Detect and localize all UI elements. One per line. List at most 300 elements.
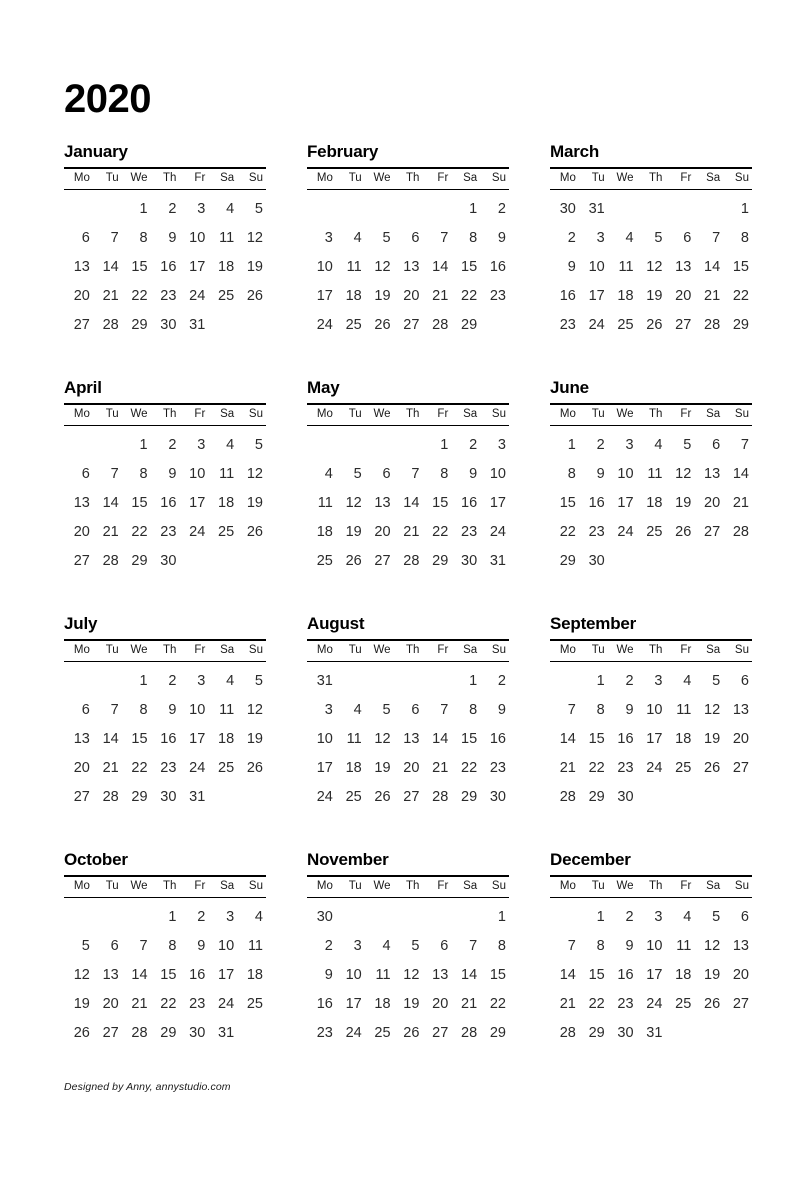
day-cell[interactable]: 6	[740, 672, 749, 689]
day-cell[interactable]: 3	[654, 672, 663, 689]
day-cell[interactable]: 6	[411, 701, 420, 718]
day-cell[interactable]: 8	[469, 701, 478, 718]
day-cell[interactable]: 18	[218, 258, 235, 275]
day-cell[interactable]: 23	[489, 287, 506, 304]
day-cell[interactable]: 23	[189, 995, 206, 1012]
day-cell[interactable]: 28	[732, 523, 749, 540]
day-cell[interactable]: 17	[189, 494, 206, 511]
day-cell[interactable]: 28	[102, 788, 119, 805]
day-cell[interactable]: 9	[168, 701, 177, 718]
day-cell[interactable]: 12	[403, 966, 420, 983]
day-cell[interactable]: 22	[461, 287, 478, 304]
day-cell[interactable]: 27	[73, 316, 90, 333]
day-cell[interactable]: 6	[683, 229, 692, 246]
day-cell[interactable]: 25	[374, 1024, 391, 1041]
day-cell[interactable]: 25	[675, 995, 692, 1012]
day-cell[interactable]: 12	[646, 258, 663, 275]
day-cell[interactable]: 24	[316, 788, 333, 805]
day-cell[interactable]: 23	[617, 995, 634, 1012]
day-cell[interactable]: 5	[382, 701, 391, 718]
day-cell[interactable]: 22	[588, 759, 605, 776]
day-cell[interactable]: 10	[316, 730, 333, 747]
day-cell[interactable]: 8	[440, 465, 449, 482]
day-cell[interactable]: 19	[246, 730, 263, 747]
day-cell[interactable]: 7	[440, 701, 449, 718]
day-cell[interactable]: 2	[497, 200, 506, 217]
day-cell[interactable]: 8	[567, 465, 576, 482]
day-cell[interactable]: 14	[102, 494, 119, 511]
day-cell[interactable]: 18	[675, 730, 692, 747]
day-cell[interactable]: 19	[73, 995, 90, 1012]
day-cell[interactable]: 21	[102, 523, 119, 540]
day-cell[interactable]: 11	[375, 966, 391, 983]
day-cell[interactable]: 2	[497, 672, 506, 689]
day-cell[interactable]: 15	[588, 730, 605, 747]
day-cell[interactable]: 13	[102, 966, 119, 983]
day-cell[interactable]: 21	[131, 995, 148, 1012]
day-cell[interactable]: 2	[596, 436, 605, 453]
day-cell[interactable]: 31	[646, 1024, 663, 1041]
day-cell[interactable]: 10	[316, 258, 333, 275]
day-cell[interactable]: 31	[489, 552, 506, 569]
day-cell[interactable]: 24	[617, 523, 634, 540]
day-cell[interactable]: 29	[588, 788, 605, 805]
day-cell[interactable]: 18	[316, 523, 333, 540]
day-cell[interactable]: 12	[345, 494, 362, 511]
day-cell[interactable]: 19	[374, 759, 391, 776]
day-cell[interactable]: 6	[740, 908, 749, 925]
day-cell[interactable]: 17	[588, 287, 605, 304]
day-cell[interactable]: 27	[675, 316, 692, 333]
day-cell[interactable]: 8	[469, 229, 478, 246]
day-cell[interactable]: 9	[469, 465, 478, 482]
day-cell[interactable]: 26	[704, 759, 721, 776]
day-cell[interactable]: 4	[226, 200, 235, 217]
day-cell[interactable]: 9	[625, 937, 634, 954]
day-cell[interactable]: 2	[168, 200, 177, 217]
day-cell[interactable]: 22	[559, 523, 576, 540]
day-cell[interactable]: 2	[567, 229, 576, 246]
day-cell[interactable]: 18	[345, 287, 362, 304]
day-cell[interactable]: 7	[411, 465, 420, 482]
day-cell[interactable]: 23	[489, 759, 506, 776]
day-cell[interactable]: 11	[676, 701, 692, 718]
day-cell[interactable]: 18	[246, 966, 263, 983]
day-cell[interactable]: 21	[559, 995, 576, 1012]
day-cell[interactable]: 16	[489, 258, 506, 275]
day-cell[interactable]: 29	[559, 552, 576, 569]
day-cell[interactable]: 15	[131, 730, 148, 747]
day-cell[interactable]: 4	[353, 229, 362, 246]
day-cell[interactable]: 26	[246, 759, 263, 776]
day-cell[interactable]: 5	[712, 672, 721, 689]
day-cell[interactable]: 4	[226, 672, 235, 689]
day-cell[interactable]: 5	[254, 672, 263, 689]
day-cell[interactable]: 11	[317, 494, 333, 511]
day-cell[interactable]: 21	[461, 995, 478, 1012]
day-cell[interactable]: 10	[189, 229, 206, 246]
day-cell[interactable]: 24	[189, 523, 206, 540]
day-cell[interactable]: 22	[131, 759, 148, 776]
day-cell[interactable]: 13	[73, 494, 90, 511]
day-cell[interactable]: 23	[316, 1024, 333, 1041]
day-cell[interactable]: 11	[618, 258, 634, 275]
day-cell[interactable]: 29	[489, 1024, 506, 1041]
day-cell[interactable]: 28	[461, 1024, 478, 1041]
day-cell[interactable]: 10	[189, 465, 206, 482]
day-cell[interactable]: 17	[646, 730, 663, 747]
day-cell[interactable]: 14	[559, 966, 576, 983]
day-cell[interactable]: 23	[160, 759, 177, 776]
day-cell[interactable]: 4	[226, 436, 235, 453]
day-cell[interactable]: 20	[374, 523, 391, 540]
day-cell[interactable]: 22	[588, 995, 605, 1012]
day-cell[interactable]: 28	[704, 316, 721, 333]
day-cell[interactable]: 13	[403, 258, 420, 275]
day-cell[interactable]: 7	[740, 436, 749, 453]
day-cell[interactable]: 24	[646, 759, 663, 776]
day-cell[interactable]: 14	[403, 494, 420, 511]
day-cell[interactable]: 17	[189, 730, 206, 747]
day-cell[interactable]: 11	[346, 730, 362, 747]
day-cell[interactable]: 10	[617, 465, 634, 482]
day-cell[interactable]: 22	[160, 995, 177, 1012]
day-cell[interactable]: 12	[704, 937, 721, 954]
day-cell[interactable]: 18	[617, 287, 634, 304]
day-cell[interactable]: 1	[139, 672, 148, 689]
day-cell[interactable]: 24	[489, 523, 506, 540]
day-cell[interactable]: 6	[81, 465, 90, 482]
day-cell[interactable]: 10	[646, 701, 663, 718]
day-cell[interactable]: 1	[596, 672, 605, 689]
day-cell[interactable]: 8	[168, 937, 177, 954]
day-cell[interactable]: 9	[596, 465, 605, 482]
day-cell[interactable]: 11	[219, 465, 235, 482]
day-cell[interactable]: 2	[168, 436, 177, 453]
day-cell[interactable]: 14	[102, 730, 119, 747]
day-cell[interactable]: 27	[704, 523, 721, 540]
day-cell[interactable]: 17	[489, 494, 506, 511]
day-cell[interactable]: 12	[246, 229, 263, 246]
day-cell[interactable]: 2	[625, 908, 634, 925]
day-cell[interactable]: 3	[197, 436, 206, 453]
day-cell[interactable]: 9	[497, 701, 506, 718]
day-cell[interactable]: 16	[617, 966, 634, 983]
day-cell[interactable]: 27	[102, 1024, 119, 1041]
day-cell[interactable]: 22	[732, 287, 749, 304]
day-cell[interactable]: 5	[353, 465, 362, 482]
day-cell[interactable]: 28	[131, 1024, 148, 1041]
day-cell[interactable]: 7	[567, 701, 576, 718]
day-cell[interactable]: 27	[732, 759, 749, 776]
day-cell[interactable]: 3	[226, 908, 235, 925]
day-cell[interactable]: 28	[403, 552, 420, 569]
day-cell[interactable]: 25	[646, 523, 663, 540]
day-cell[interactable]: 21	[559, 759, 576, 776]
day-cell[interactable]: 9	[497, 229, 506, 246]
day-cell[interactable]: 12	[675, 465, 692, 482]
day-cell[interactable]: 10	[588, 258, 605, 275]
day-cell[interactable]: 25	[218, 759, 235, 776]
day-cell[interactable]: 28	[432, 788, 449, 805]
day-cell[interactable]: 17	[646, 966, 663, 983]
day-cell[interactable]: 10	[189, 701, 206, 718]
day-cell[interactable]: 14	[102, 258, 119, 275]
day-cell[interactable]: 19	[704, 966, 721, 983]
day-cell[interactable]: 2	[324, 937, 333, 954]
day-cell[interactable]: 27	[432, 1024, 449, 1041]
day-cell[interactable]: 17	[617, 494, 634, 511]
day-cell[interactable]: 21	[102, 287, 119, 304]
day-cell[interactable]: 21	[102, 759, 119, 776]
day-cell[interactable]: 25	[345, 316, 362, 333]
day-cell[interactable]: 1	[740, 200, 749, 217]
day-cell[interactable]: 4	[254, 908, 263, 925]
day-cell[interactable]: 28	[102, 552, 119, 569]
day-cell[interactable]: 27	[73, 552, 90, 569]
day-cell[interactable]: 24	[189, 759, 206, 776]
day-cell[interactable]: 19	[675, 494, 692, 511]
day-cell[interactable]: 3	[497, 436, 506, 453]
day-cell[interactable]: 17	[316, 287, 333, 304]
day-cell[interactable]: 9	[324, 966, 333, 983]
day-cell[interactable]: 8	[497, 937, 506, 954]
day-cell[interactable]: 1	[596, 908, 605, 925]
day-cell[interactable]: 20	[403, 287, 420, 304]
day-cell[interactable]: 11	[219, 701, 235, 718]
day-cell[interactable]: 16	[461, 494, 478, 511]
day-cell[interactable]: 19	[345, 523, 362, 540]
day-cell[interactable]: 12	[374, 258, 391, 275]
day-cell[interactable]: 9	[168, 465, 177, 482]
day-cell[interactable]: 11	[346, 258, 362, 275]
day-cell[interactable]: 28	[559, 788, 576, 805]
day-cell[interactable]: 31	[588, 200, 605, 217]
day-cell[interactable]: 14	[461, 966, 478, 983]
day-cell[interactable]: 13	[732, 937, 749, 954]
day-cell[interactable]: 6	[440, 937, 449, 954]
day-cell[interactable]: 16	[160, 494, 177, 511]
day-cell[interactable]: 19	[403, 995, 420, 1012]
day-cell[interactable]: 6	[382, 465, 391, 482]
day-cell[interactable]: 8	[596, 937, 605, 954]
day-cell[interactable]: 7	[110, 701, 119, 718]
day-cell[interactable]: 30	[160, 316, 177, 333]
day-cell[interactable]: 13	[732, 701, 749, 718]
day-cell[interactable]: 16	[316, 995, 333, 1012]
day-cell[interactable]: 20	[73, 287, 90, 304]
day-cell[interactable]: 9	[168, 229, 177, 246]
day-cell[interactable]: 13	[704, 465, 721, 482]
day-cell[interactable]: 30	[617, 788, 634, 805]
day-cell[interactable]: 8	[139, 229, 148, 246]
day-cell[interactable]: 6	[81, 229, 90, 246]
day-cell[interactable]: 22	[432, 523, 449, 540]
day-cell[interactable]: 5	[254, 200, 263, 217]
day-cell[interactable]: 24	[316, 316, 333, 333]
day-cell[interactable]: 4	[324, 465, 333, 482]
day-cell[interactable]: 29	[131, 316, 148, 333]
day-cell[interactable]: 4	[654, 436, 663, 453]
day-cell[interactable]: 24	[588, 316, 605, 333]
day-cell[interactable]: 24	[218, 995, 235, 1012]
day-cell[interactable]: 22	[131, 523, 148, 540]
day-cell[interactable]: 31	[189, 316, 206, 333]
day-cell[interactable]: 11	[219, 229, 235, 246]
day-cell[interactable]: 15	[432, 494, 449, 511]
day-cell[interactable]: 3	[353, 937, 362, 954]
day-cell[interactable]: 29	[131, 552, 148, 569]
day-cell[interactable]: 18	[218, 494, 235, 511]
day-cell[interactable]: 23	[559, 316, 576, 333]
day-cell[interactable]: 16	[160, 258, 177, 275]
day-cell[interactable]: 25	[617, 316, 634, 333]
day-cell[interactable]: 28	[102, 316, 119, 333]
day-cell[interactable]: 20	[732, 730, 749, 747]
day-cell[interactable]: 7	[567, 937, 576, 954]
day-cell[interactable]: 30	[559, 200, 576, 217]
day-cell[interactable]: 21	[403, 523, 420, 540]
day-cell[interactable]: 18	[646, 494, 663, 511]
day-cell[interactable]: 30	[189, 1024, 206, 1041]
day-cell[interactable]: 22	[461, 759, 478, 776]
day-cell[interactable]: 26	[345, 552, 362, 569]
day-cell[interactable]: 3	[625, 436, 634, 453]
day-cell[interactable]: 8	[139, 465, 148, 482]
day-cell[interactable]: 17	[218, 966, 235, 983]
day-cell[interactable]: 14	[559, 730, 576, 747]
day-cell[interactable]: 29	[461, 316, 478, 333]
day-cell[interactable]: 18	[345, 759, 362, 776]
day-cell[interactable]: 16	[489, 730, 506, 747]
day-cell[interactable]: 22	[131, 287, 148, 304]
day-cell[interactable]: 13	[432, 966, 449, 983]
day-cell[interactable]: 4	[353, 701, 362, 718]
day-cell[interactable]: 20	[732, 966, 749, 983]
day-cell[interactable]: 1	[469, 672, 478, 689]
day-cell[interactable]: 8	[139, 701, 148, 718]
day-cell[interactable]: 4	[683, 672, 692, 689]
day-cell[interactable]: 5	[254, 436, 263, 453]
day-cell[interactable]: 26	[403, 1024, 420, 1041]
day-cell[interactable]: 7	[139, 937, 148, 954]
day-cell[interactable]: 13	[73, 730, 90, 747]
day-cell[interactable]: 12	[374, 730, 391, 747]
day-cell[interactable]: 7	[712, 229, 721, 246]
day-cell[interactable]: 25	[316, 552, 333, 569]
day-cell[interactable]: 4	[382, 937, 391, 954]
day-cell[interactable]: 29	[588, 1024, 605, 1041]
day-cell[interactable]: 6	[712, 436, 721, 453]
day-cell[interactable]: 25	[218, 523, 235, 540]
day-cell[interactable]: 29	[432, 552, 449, 569]
day-cell[interactable]: 26	[374, 788, 391, 805]
day-cell[interactable]: 30	[588, 552, 605, 569]
day-cell[interactable]: 25	[675, 759, 692, 776]
day-cell[interactable]: 1	[497, 908, 506, 925]
day-cell[interactable]: 21	[704, 287, 721, 304]
day-cell[interactable]: 30	[489, 788, 506, 805]
day-cell[interactable]: 11	[676, 937, 692, 954]
day-cell[interactable]: 5	[382, 229, 391, 246]
day-cell[interactable]: 25	[345, 788, 362, 805]
day-cell[interactable]: 3	[324, 229, 333, 246]
day-cell[interactable]: 30	[160, 552, 177, 569]
day-cell[interactable]: 23	[461, 523, 478, 540]
day-cell[interactable]: 20	[102, 995, 119, 1012]
day-cell[interactable]: 9	[567, 258, 576, 275]
day-cell[interactable]: 21	[432, 759, 449, 776]
day-cell[interactable]: 29	[160, 1024, 177, 1041]
day-cell[interactable]: 7	[110, 465, 119, 482]
day-cell[interactable]: 13	[403, 730, 420, 747]
day-cell[interactable]: 31	[218, 1024, 235, 1041]
day-cell[interactable]: 14	[732, 465, 749, 482]
day-cell[interactable]: 19	[374, 287, 391, 304]
day-cell[interactable]: 8	[596, 701, 605, 718]
day-cell[interactable]: 5	[81, 937, 90, 954]
day-cell[interactable]: 2	[197, 908, 206, 925]
day-cell[interactable]: 14	[432, 258, 449, 275]
day-cell[interactable]: 2	[168, 672, 177, 689]
day-cell[interactable]: 20	[675, 287, 692, 304]
day-cell[interactable]: 17	[189, 258, 206, 275]
day-cell[interactable]: 20	[73, 759, 90, 776]
day-cell[interactable]: 10	[489, 465, 506, 482]
day-cell[interactable]: 6	[411, 229, 420, 246]
day-cell[interactable]: 16	[189, 966, 206, 983]
day-cell[interactable]: 25	[218, 287, 235, 304]
day-cell[interactable]: 20	[403, 759, 420, 776]
day-cell[interactable]: 24	[189, 287, 206, 304]
day-cell[interactable]: 7	[110, 229, 119, 246]
day-cell[interactable]: 27	[732, 995, 749, 1012]
day-cell[interactable]: 7	[440, 229, 449, 246]
day-cell[interactable]: 21	[732, 494, 749, 511]
day-cell[interactable]: 23	[160, 287, 177, 304]
day-cell[interactable]: 3	[197, 672, 206, 689]
day-cell[interactable]: 1	[139, 200, 148, 217]
day-cell[interactable]: 6	[81, 701, 90, 718]
day-cell[interactable]: 18	[218, 730, 235, 747]
day-cell[interactable]: 11	[647, 465, 663, 482]
day-cell[interactable]: 5	[712, 908, 721, 925]
day-cell[interactable]: 12	[246, 465, 263, 482]
day-cell[interactable]: 1	[440, 436, 449, 453]
day-cell[interactable]: 19	[246, 258, 263, 275]
day-cell[interactable]: 14	[432, 730, 449, 747]
day-cell[interactable]: 22	[489, 995, 506, 1012]
day-cell[interactable]: 20	[73, 523, 90, 540]
day-cell[interactable]: 28	[559, 1024, 576, 1041]
day-cell[interactable]: 23	[160, 523, 177, 540]
day-cell[interactable]: 15	[461, 730, 478, 747]
day-cell[interactable]: 10	[218, 937, 235, 954]
day-cell[interactable]: 13	[675, 258, 692, 275]
day-cell[interactable]: 26	[374, 316, 391, 333]
day-cell[interactable]: 23	[588, 523, 605, 540]
day-cell[interactable]: 4	[683, 908, 692, 925]
day-cell[interactable]: 3	[197, 200, 206, 217]
day-cell[interactable]: 30	[316, 908, 333, 925]
day-cell[interactable]: 15	[461, 258, 478, 275]
day-cell[interactable]: 21	[432, 287, 449, 304]
day-cell[interactable]: 29	[461, 788, 478, 805]
day-cell[interactable]: 27	[374, 552, 391, 569]
day-cell[interactable]: 24	[345, 1024, 362, 1041]
day-cell[interactable]: 27	[403, 788, 420, 805]
day-cell[interactable]: 25	[246, 995, 263, 1012]
